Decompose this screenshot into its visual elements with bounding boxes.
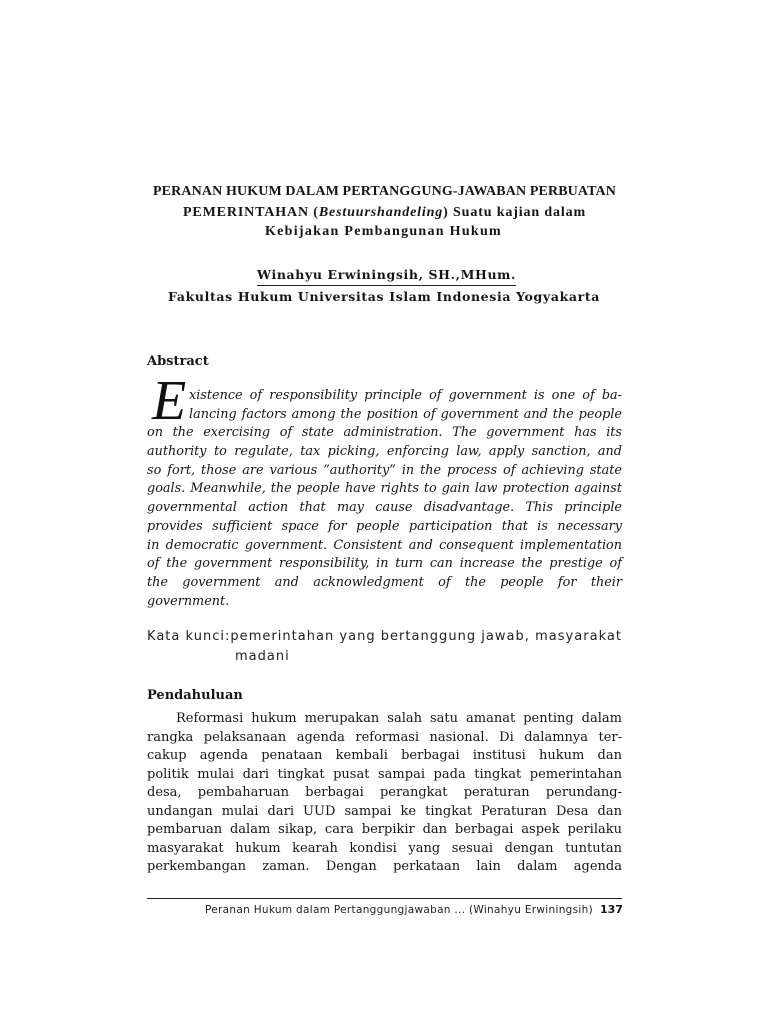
body-line-3: cakup agenda penataan kembali berbagai institusi hukum dan	[147, 748, 622, 763]
footer-rule	[147, 898, 622, 899]
title-line-2	[183, 204, 586, 222]
page-number: 137	[600, 903, 623, 916]
abstract-line-5: so fort, those are various ”authority” in the process of achieving state	[147, 463, 622, 478]
body-line-2: rangka pelaksanaan agenda reformasi nasional. Di dalamnya ter-	[147, 730, 622, 745]
body-line-8: masyarakat hukum kearah kondisi yang sesuai dengan tuntutan	[147, 841, 622, 856]
abstract-heading: Abstract	[147, 354, 209, 369]
title-line-1: PERANAN HUKUM DALAM PERTANGGUNG-JAWABAN PERBUATAN	[153, 184, 616, 199]
abstract-line-11: the government and acknowledgment of the people for their	[147, 575, 622, 590]
body-line-1: Reformasi hukum merupakan salah satu amanat penting dalam	[176, 711, 622, 726]
abstract-line-1: xistence of responsibility principle of government is one of ba-	[189, 388, 622, 403]
keywords-line: Kata kunci:pemerintahan yang bertanggung jawab, masyarakat	[147, 629, 622, 644]
author-name: Winahyu Erwiningsih, SH.,MHum.	[257, 266, 516, 286]
title-line-2-end: ) Suatu kajian dalam	[443, 205, 586, 220]
body-line-4: politik mulai dari tingkat pusat sampai pada tingkat pemerintahan	[147, 767, 622, 782]
abstract-line-9: in democratic government. Consistent and consequent implementation	[147, 538, 622, 553]
abstract-line-12: government.	[147, 594, 230, 609]
author-affiliation: Fakultas Hukum Universitas Islam Indonesia Yogyakarta	[168, 289, 600, 304]
title-italic-term: Bestuurshandeling	[318, 205, 444, 220]
abstract-line-2: lancing factors among the position of government and the people	[189, 407, 622, 422]
abstract-line-6: goals. Meanwhile, the people have rights to gain law protection against	[147, 481, 622, 496]
section-heading-introduction: Pendahuluan	[147, 688, 243, 703]
abstract-line-8: provides sufficient space for people participation that is necessary	[147, 519, 622, 534]
abstract-line-10: of the government responsibility, in turn can increase the prestige of	[147, 556, 622, 571]
keywords-continuation: madani	[235, 649, 290, 664]
body-line-5: desa, pembaharuan berbagai perangkat peraturan perundang-	[147, 785, 622, 800]
abstract-drop-cap: E	[152, 370, 187, 432]
title-line-3: Kebijakan Pembangunan Hukum	[265, 224, 502, 239]
title-line-2-start: PEMERINTAHAN (	[183, 205, 319, 220]
abstract-line-3: on the exercising of state administration. The government has its	[147, 425, 622, 440]
body-line-7: pembaruan dalam sikap, cara berpikir dan berbagai aspek perilaku	[147, 822, 622, 837]
abstract-line-7: governmental action that may cause disadvantage. This principle	[147, 500, 622, 515]
footer-running-title: Peranan Hukum dalam Pertanggungjawaban ... (Winahyu Erwiningsih)	[205, 904, 593, 916]
body-line-9: perkembangan zaman. Dengan perkataan lain dalam agenda	[147, 859, 622, 874]
body-line-6: undangan mulai dari UUD sampai ke tingkat Peraturan Desa dan	[147, 804, 622, 819]
abstract-line-4: authority to regulate, tax picking, enforcing law, apply sanction, and	[147, 444, 622, 459]
